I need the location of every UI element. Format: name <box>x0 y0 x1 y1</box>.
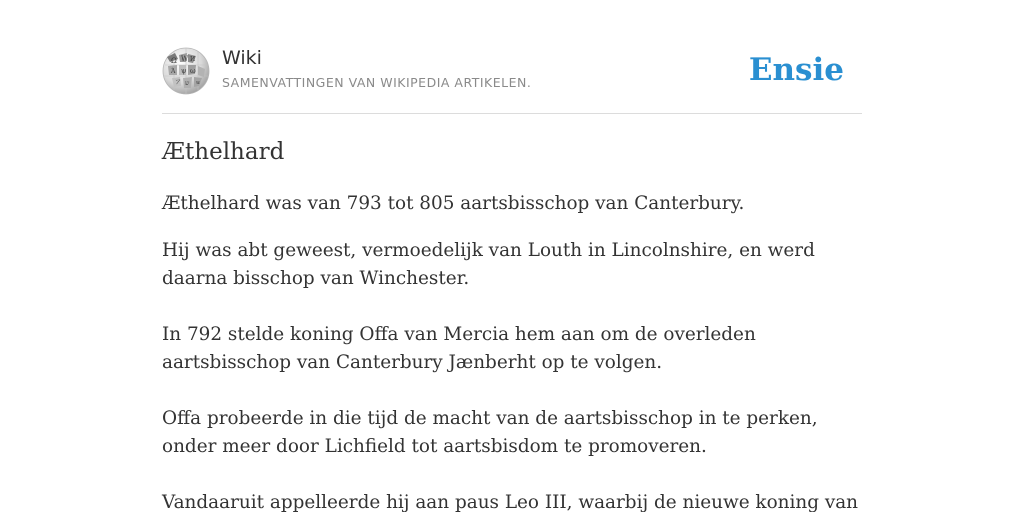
article-title: Æthelhard <box>162 139 285 165</box>
site-name[interactable]: Wiki <box>222 47 262 69</box>
svg-text:ア: ア <box>175 79 182 86</box>
article-paragraph: In 792 stelde koning Offa van Mercia hem aan om de overleden aartsbisschop van Canterbury Jænberht op te volgen. <box>162 324 756 373</box>
svg-text:ψ: ψ <box>181 67 187 75</box>
article-paragraph: Vandaaruit appelleerde hij aan paus Leo III, waarbij de nieuwe koning van <box>162 492 859 512</box>
svg-text:ಅ: ಅ <box>196 79 200 86</box>
article-body <box>162 190 862 512</box>
svg-text:ω: ω <box>190 67 196 75</box>
article-lead: Æthelhard was van 793 tot 805 aartsbisschop van Canterbury. <box>162 193 745 214</box>
ensie-brand-link[interactable]: Ensie <box>748 52 844 88</box>
article-paragraph: Offa probeerde in die tijd de macht van de aartsbisschop in te perken, onder meer door Lichfield tot aartsbisdom te promoveren. <box>162 408 818 457</box>
svg-text:Ω: Ω <box>171 57 177 65</box>
svg-text:И: И <box>190 56 196 63</box>
wikipedia-globe-icon[interactable] <box>162 47 210 95</box>
site-header <box>162 0 862 114</box>
svg-text:Ά: Ά <box>171 68 176 75</box>
svg-text:ש: ש <box>185 80 190 87</box>
svg-text:W: W <box>181 55 189 63</box>
site-tagline: SAMENVATTINGEN VAN WIKIPEDIA ARTIKELEN. <box>222 75 532 90</box>
content-container <box>162 0 862 512</box>
article-paragraph: Hij was abt geweest, vermoedelijk van Louth in Lincolnshire, en werd daarna bisschop van Winchester. <box>162 240 815 289</box>
